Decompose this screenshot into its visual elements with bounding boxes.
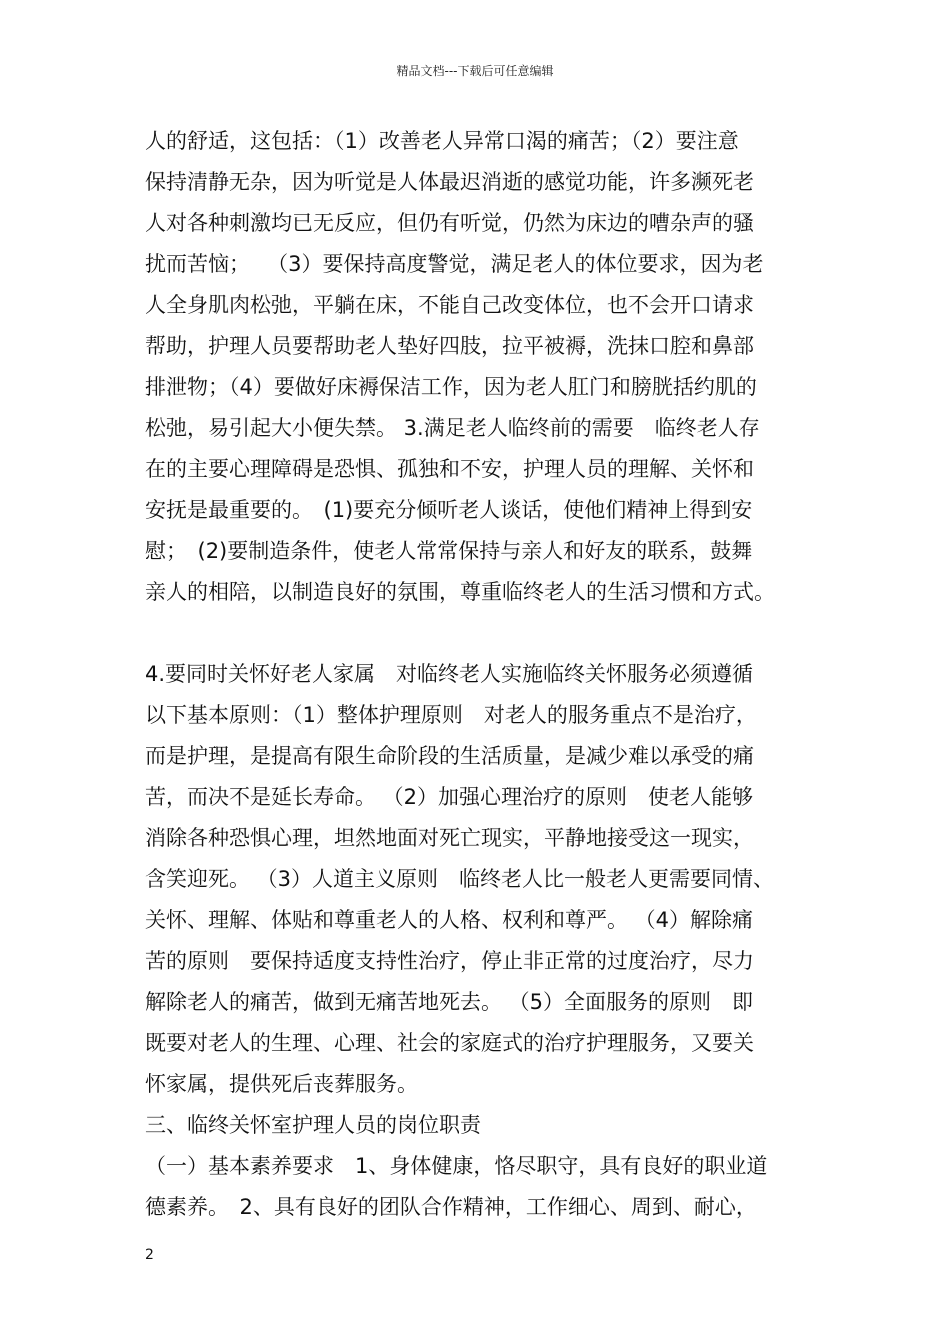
text-line: 苦，而决不是延长寿命。 （2）加强心理治疗的原则 使老人能够 [145, 785, 754, 809]
text-line: 关怀、理解、体贴和尊重老人的人格、权利和尊严。 （4）解除痛 [145, 908, 754, 932]
text-line: 既要对老人的生理、心理、社会的家庭式的治疗护理服务，又要关 [145, 1031, 754, 1055]
text-line: 解除老人的痛苦，做到无痛苦地死去。 （5）全面服务的原则 即 [145, 990, 754, 1014]
blank-line [145, 613, 845, 654]
text-line: （一）基本素养要求 1、身体健康，恪尽职守，具有良好的职业道 [145, 1154, 768, 1178]
text-line: 在的主要心理障碍是恐惧、孤独和不安，护理人员的理解、关怀和 [145, 457, 754, 481]
text-line: 含笑迎死。 （3）人道主义原则 临终老人比一般老人更需要同情、 [145, 867, 775, 891]
text-line: 苦的原则 要保持适度支持性治疗，停止非正常的过度治疗，尽力 [145, 949, 754, 973]
text-line: 而是护理，是提高有限生命阶段的生活质量，是减少难以承受的痛 [145, 744, 754, 768]
text-line: 排泄物；（4）要做好床褥保洁工作，因为老人肛门和膀胱括约肌的 [145, 375, 757, 399]
text-line: 保持清静无杂，因为听觉是人体最迟消逝的感觉功能，许多濒死老 [145, 170, 754, 194]
text-line: 安抚是最重要的。 (1)要充分倾听老人谈话，使他们精神上得到安 [145, 498, 753, 522]
text-line: 人对各种刺激均已无反应，但仍有听觉，仍然为床边的嘈杂声的骚 [145, 211, 754, 235]
section-heading: 三、临终关怀室护理人员的岗位职责 [145, 1113, 481, 1137]
page-number: 2 [145, 1247, 154, 1263]
text-line: 慰； (2)要制造条件，使老人常常保持与亲人和好友的联系，鼓舞 [145, 539, 753, 563]
text-line: 帮助，护理人员要帮助老人垫好四肢，拉平被褥，洗抹口腔和鼻部 [145, 334, 754, 358]
page-header: 精品文档---下载后可任意编辑 [396, 64, 554, 78]
text-line: 德素养。 2、具有良好的团队合作精神，工作细心、周到、耐心， [145, 1195, 757, 1219]
body-text [145, 121, 845, 1228]
text-line: 4.要同时关怀好老人家属 对临终老人实施临终关怀服务必须遵循 [145, 662, 754, 686]
text-line: 消除各种恐惧心理，坦然地面对死亡现实，平静地接受这一现实， [145, 826, 754, 850]
text-line: 扰而苦恼； （3）要保持高度警觉，满足老人的体位要求，因为老 [145, 252, 764, 276]
text-line: 人全身肌肉松弛，平躺在床，不能自己改变体位，也不会开口请求 [145, 293, 754, 317]
text-line: 松弛，易引起大小便失禁。 3.满足老人临终前的需要 临终老人存 [145, 416, 760, 440]
text-line: 亲人的相陪，以制造良好的氛围，尊重临终老人的生活习惯和方式。 [145, 580, 775, 604]
text-line: 怀家属，提供死后丧葬服务。 [145, 1072, 418, 1096]
text-line: 人的舒适，这包括：（1）改善老人异常口渴的痛苦；（2）要注意 [145, 129, 739, 153]
text-line: 以下基本原则：（1）整体护理原则 对老人的服务重点不是治疗， [145, 703, 757, 727]
